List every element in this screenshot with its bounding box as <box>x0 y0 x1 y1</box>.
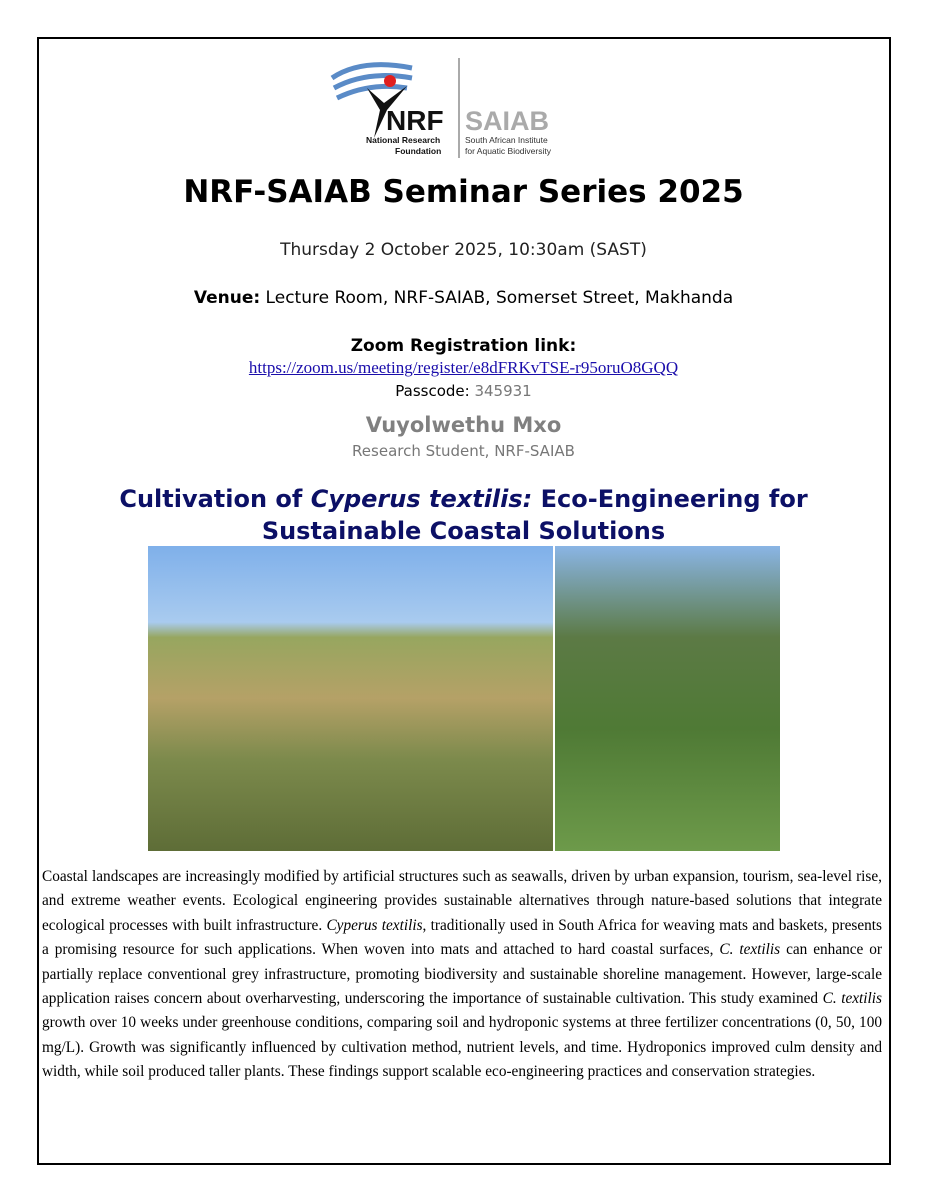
speaker-field-photo <box>555 546 780 851</box>
field-photos <box>148 546 780 851</box>
talk-title-post: Eco-Engineering for <box>532 485 808 513</box>
svg-text:NRF: NRF <box>386 105 444 136</box>
passcode-value: 345931 <box>474 382 532 400</box>
svg-text:National Research: National Research <box>366 135 441 145</box>
zoom-label: Zoom Registration link: <box>350 336 577 356</box>
nrf-saiab-logo <box>312 48 587 163</box>
venue-value: Lecture Room, NRF-SAIAB, Somerset Street, Makhanda <box>260 288 734 308</box>
venue-label: Venue: <box>193 288 261 308</box>
venue <box>0 288 927 308</box>
talk-title-line2: Sustainable Coastal Solutions <box>261 517 666 545</box>
abstract-species: C. textilis <box>719 941 781 959</box>
svg-text:South African Institute: South African Institute <box>465 135 548 145</box>
abstract-text: , traditionally used in South Africa for weaving mats and baskets, presents a promising resource for such applications. When woven into mats and attached to hard coastal surfaces, <box>42 916 882 959</box>
abstract-species: Cyperus textilis <box>326 916 423 934</box>
speaker-name: Vuyolwethu Mxo <box>365 413 562 437</box>
nrf-logo-icon <box>312 48 587 163</box>
abstract-text: Coastal landscapes are increasingly modified by artificial structures such as seawalls, driven by urban expansion, tourism, sea-level rise, and extreme weather events. Ecological engineering provides sustainable alternatives through nature-based solutions that integrate ecological processes with built infrastructure. <box>42 868 882 934</box>
talk-title-pre: Cultivation of <box>119 485 311 513</box>
zoom-registration-link[interactable]: https://zoom.us/meeting/register/e8dFRKvTSE-r95oruO8GQQ <box>248 358 679 377</box>
page-title: NRF-SAIAB Seminar Series 2025 <box>183 174 744 210</box>
abstract <box>42 865 882 1085</box>
svg-text:SAIAB: SAIAB <box>465 106 550 136</box>
event-date: Thursday 2 October 2025, 10:30am (SAST) <box>280 240 647 260</box>
passcode-label: Passcode: <box>395 382 475 400</box>
abstract-text: can enhance or partially replace conventional grey infrastructure, promoting biodiversity and sustainable shoreline management. However, large-scale application raises concern about overharvesting, underscoring the importance of sustainable cultivation. This study examined <box>42 941 883 1008</box>
field-group-photo <box>148 546 553 851</box>
speaker-role: Research Student, NRF-SAIAB <box>352 442 575 460</box>
abstract-species: C. textilis <box>822 990 882 1008</box>
svg-text:for Aquatic Biodiversity: for Aquatic Biodiversity <box>465 146 551 156</box>
svg-text:Foundation: Foundation <box>395 146 442 156</box>
passcode <box>0 382 927 400</box>
talk-title <box>0 483 927 547</box>
abstract-text: growth over 10 weeks under greenhouse conditions, comparing soil and hydroponic systems at three fertilizer concentrations (0, 50, 100 mg/L). Growth was significantly influenced by cultivation method, nutrient levels, and time. Hydroponics improved culm density and width, while soil produced taller plants. These findings support scalable eco-engineering practices and conservation strategies. <box>42 1014 882 1081</box>
talk-title-species: Cyperus textilis: <box>310 485 533 513</box>
